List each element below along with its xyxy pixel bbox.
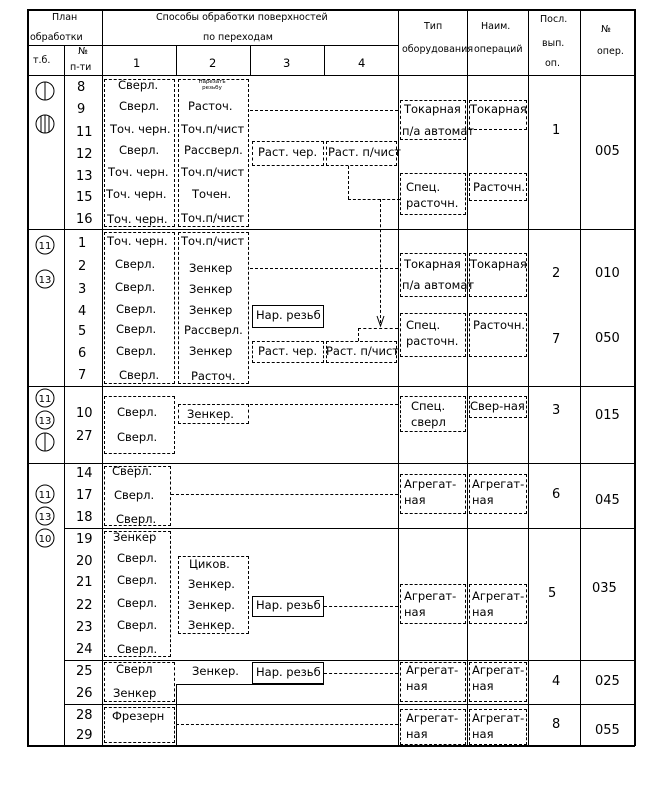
equipment-cell: расточн. <box>406 334 459 348</box>
col1-cell: Точ. черн. <box>110 122 171 136</box>
col1-cell: Сверл. <box>117 573 158 587</box>
col1-cell: Сверл. <box>119 99 160 113</box>
connector <box>250 268 398 269</box>
operation-name-cell: ная <box>472 605 494 619</box>
equipment-cell: ная <box>404 605 426 619</box>
operation-name-cell: Агрегат- <box>472 589 525 603</box>
col1-cell: Зенкер <box>113 530 157 544</box>
col2-cell: Зенкер. <box>192 664 239 678</box>
col2-cell: Зенкер <box>189 282 233 296</box>
surface-number: 12 <box>76 147 93 162</box>
sequence-number: 1 <box>552 123 561 138</box>
equipment-cell: Токарная <box>404 102 461 116</box>
operation-number: 035 <box>592 581 617 596</box>
sequence-number: 5 <box>548 586 557 601</box>
surface-number: 19 <box>76 532 93 547</box>
col1-cell: Сверл. <box>116 512 157 526</box>
equipment-cell: Спец. <box>406 180 441 194</box>
col3-cell: Нар. резьб <box>256 598 321 612</box>
svg-text:11: 11 <box>38 490 52 501</box>
col2-cell: Точ.п/чист <box>181 122 245 136</box>
col-line <box>250 45 251 75</box>
equipment-cell: ная <box>406 727 428 741</box>
sequence-number: 4 <box>552 674 561 689</box>
header-line <box>27 75 635 76</box>
connector <box>348 166 349 199</box>
operation-name-cell: Токарная <box>470 257 527 271</box>
col2-cell: Циков. <box>189 557 230 571</box>
col1-cell: Точ. черн. <box>108 165 169 179</box>
col3-cell: Раст. чер. <box>258 145 318 159</box>
connector <box>358 328 398 329</box>
col1-cell: Сверл. <box>115 280 156 294</box>
col3-cell: Раст. чер. <box>258 344 318 358</box>
operation-name-cell: Агрегат- <box>472 477 525 491</box>
surface-number: 3 <box>78 282 87 297</box>
connector <box>176 724 398 725</box>
col2-cell: Зенкер. <box>188 618 235 632</box>
operation-number: 010 <box>595 266 620 281</box>
operation-number: 055 <box>595 723 620 738</box>
base-symbols <box>28 76 64 656</box>
svg-text:13: 13 <box>38 512 52 523</box>
divider <box>176 684 177 746</box>
svg-text:13: 13 <box>38 416 52 427</box>
connector <box>348 199 400 200</box>
surface-number: 6 <box>78 346 87 361</box>
col2-cell: Точ.п/чист <box>181 211 245 225</box>
surface-number: 26 <box>76 686 93 701</box>
header-by-transitions: по переходам <box>203 32 273 43</box>
col-line <box>324 45 325 75</box>
header-line <box>27 45 102 46</box>
operation-number: 045 <box>595 493 620 508</box>
base-symbol-circle-13 <box>36 270 54 288</box>
surface-number: 24 <box>76 642 93 657</box>
base-symbol-circle-10 <box>36 529 54 547</box>
operation-name-cell: Расточн. <box>473 318 526 332</box>
header-name: Наим. <box>481 21 511 32</box>
svg-text:13: 13 <box>38 275 52 286</box>
col-line <box>176 45 177 75</box>
col-line <box>64 45 65 746</box>
col1-cell: Сверл. <box>116 322 157 336</box>
equipment-cell: расточн. <box>406 196 459 210</box>
table-border-top <box>27 9 635 11</box>
connector <box>324 606 398 607</box>
header-line <box>102 45 398 46</box>
col-line <box>580 9 581 746</box>
col1-cell: Сверл. <box>119 143 160 157</box>
surface-number: 16 <box>76 212 93 227</box>
surface-number: 10 <box>76 406 93 421</box>
header-col4: 4 <box>358 56 366 70</box>
col1-cell: Сверл. <box>117 642 158 656</box>
col1-cell: Сверл. <box>117 430 158 444</box>
surface-number: 21 <box>76 575 93 590</box>
col1-cell: Фрезерн <box>112 709 165 723</box>
base-symbol-circle-1b <box>36 433 54 451</box>
equipment-cell: Спец. <box>411 399 446 413</box>
header-processing: обработки <box>30 32 83 43</box>
col3-cell: Нар. резьб <box>256 665 321 679</box>
group-divider <box>27 229 635 230</box>
header-methods-title: Способы обработки поверхностей <box>156 12 328 23</box>
operation-name-cell: Агрегат- <box>472 663 525 677</box>
base-symbol-circle-11b <box>36 389 54 407</box>
operation-name-cell: Агрегат- <box>472 711 525 725</box>
col1-cell: Зенкер <box>113 686 157 700</box>
connector <box>250 404 398 405</box>
col2-cell: Точ.п/чист <box>181 234 245 248</box>
surface-number: 29 <box>76 728 93 743</box>
col1-cell: Точ. черн. <box>106 187 167 201</box>
operation-number: 025 <box>595 674 620 689</box>
col-line <box>528 9 529 746</box>
connector <box>324 673 398 674</box>
col1-cell: Сверл. <box>114 488 155 502</box>
surface-number: 28 <box>76 708 93 723</box>
equipment-cell: п/а автомат <box>402 278 475 292</box>
sequence-number: 8 <box>552 717 561 732</box>
equipment-cell: сверл <box>411 415 446 429</box>
col1-cell: Сверл. <box>117 596 158 610</box>
header-num-sign: № <box>78 46 88 57</box>
header-op-num-sign: № <box>601 24 611 35</box>
surface-number: 18 <box>76 510 93 525</box>
surface-number: 13 <box>76 169 93 184</box>
col1-cell: Сверл. <box>117 618 158 632</box>
operation-name-cell: ная <box>472 679 494 693</box>
surface-number: 27 <box>76 429 93 444</box>
col3-cell: Нар. резьб <box>256 308 321 322</box>
surface-number: 7 <box>78 368 87 383</box>
header-pti: п-ти <box>70 62 92 73</box>
equipment-cell: ная <box>404 493 426 507</box>
header-operations: операций <box>474 44 523 55</box>
operation-name-cell: ная <box>472 493 494 507</box>
equipment-cell: ная <box>406 679 428 693</box>
surface-number: 2 <box>78 259 87 274</box>
operation-number: 005 <box>595 144 620 159</box>
svg-text:11: 11 <box>38 241 52 252</box>
col2-cell: Точ.п/чист <box>181 165 245 179</box>
col2-cell: Зенкер <box>189 261 233 275</box>
connector <box>358 328 359 341</box>
sequence-number: 6 <box>552 487 561 502</box>
col1-cell: Сверл. <box>115 257 156 271</box>
surface-number: 1 <box>78 236 87 251</box>
col1-cell: Точ. черн. <box>107 234 168 248</box>
operation-name-cell: ная <box>472 727 494 741</box>
col1-cell: Сверл <box>116 662 153 676</box>
surface-number: 22 <box>76 598 93 613</box>
sequence-number: 7 <box>552 332 561 347</box>
col1-cell: Сверл. <box>116 344 157 358</box>
col2-cell: Зенкер <box>189 344 233 358</box>
surface-number: 23 <box>76 620 93 635</box>
surface-number: 11 <box>76 125 93 140</box>
surface-number: 9 <box>77 102 86 117</box>
header-tb: т.б. <box>33 55 51 66</box>
col1-cell: Точ. черн. <box>107 212 168 226</box>
col2-cell: Расточ. <box>188 99 233 113</box>
connector <box>171 494 398 495</box>
table-border-right <box>634 9 636 746</box>
group-divider <box>64 704 635 705</box>
col1-cell: Сверл. <box>116 302 157 316</box>
base-symbol-circle-1 <box>36 82 54 100</box>
surface-number: 15 <box>76 190 93 205</box>
col1-cell: Сверл. <box>112 464 153 478</box>
surface-number: 5 <box>78 324 87 339</box>
header-op-abbr: оп. <box>545 58 561 69</box>
sequence-number: 2 <box>552 266 561 281</box>
header-col3: 3 <box>283 56 291 70</box>
surface-number: 20 <box>76 554 93 569</box>
col1-box <box>104 531 171 657</box>
surface-number: 14 <box>76 466 93 481</box>
equipment-cell: Спец. <box>406 318 441 332</box>
col1-cell: Сверл. <box>117 551 158 565</box>
col-line <box>467 9 468 746</box>
equipment-cell: Агрегат- <box>404 477 457 491</box>
col1-cell: Сверл. <box>119 368 160 382</box>
base-symbol-circle-11c <box>36 485 54 503</box>
arrow-icon <box>376 314 385 328</box>
header-col1: 1 <box>133 56 141 70</box>
header-vyp: вып. <box>542 38 565 49</box>
col2-cell-thread: Нарезать резьбу <box>198 79 226 92</box>
header-plan: План <box>52 12 78 23</box>
col2-cell: Зенкер <box>189 303 233 317</box>
col2-cell: Рассверл. <box>184 323 243 337</box>
operation-number: 050 <box>595 331 620 346</box>
header-oper: опер. <box>597 46 624 57</box>
col2-cell: Рассверл. <box>184 143 243 157</box>
sequence-number: 3 <box>552 403 561 418</box>
equipment-cell: п/а автомат <box>402 124 475 138</box>
header-equipment: оборудования <box>402 44 474 55</box>
equipment-cell: Агрегат- <box>406 663 459 677</box>
operation-name-cell: Токарная <box>470 102 527 116</box>
col2-cell: Расточ. <box>191 369 236 383</box>
operation-name-cell: Расточн. <box>473 180 526 194</box>
operation-number: 015 <box>595 408 620 423</box>
base-symbol-circle-11 <box>36 236 54 254</box>
table-border-bottom <box>27 745 635 747</box>
header-seq: Посл. <box>540 14 568 25</box>
equipment-cell: Агрегат- <box>404 589 457 603</box>
surface-number: 8 <box>77 80 86 95</box>
base-symbol-circle-13b <box>36 411 54 429</box>
group-divider <box>27 386 635 387</box>
base-symbol-circle-3 <box>36 115 54 133</box>
equipment-cell: Токарная <box>404 257 461 271</box>
col2-cell: Точен. <box>192 187 232 201</box>
col2-cell: Зенкер. <box>187 407 234 421</box>
surface-number: 25 <box>76 664 93 679</box>
col1-cell: Сверл. <box>118 78 159 92</box>
col4-cell: Раст. п/чист <box>328 145 401 159</box>
operation-name-cell: Свер-ная <box>470 399 525 413</box>
divider <box>176 684 324 685</box>
header-col2: 2 <box>209 56 217 70</box>
equipment-cell: Агрегат- <box>406 711 459 725</box>
col2-cell: Зенкер. <box>188 577 235 591</box>
connector <box>250 110 398 111</box>
base-symbol-circle-13c <box>36 507 54 525</box>
surface-number: 17 <box>76 488 93 503</box>
col1-cell: Сверл. <box>117 405 158 419</box>
surface-number: 4 <box>78 304 87 319</box>
connector <box>380 199 381 323</box>
col2-cell: Зенкер. <box>188 598 235 612</box>
header-type: Тип <box>424 21 443 32</box>
svg-text:11: 11 <box>38 394 52 405</box>
col4-cell: Раст. п/чист <box>326 344 399 358</box>
svg-text:10: 10 <box>38 534 52 545</box>
